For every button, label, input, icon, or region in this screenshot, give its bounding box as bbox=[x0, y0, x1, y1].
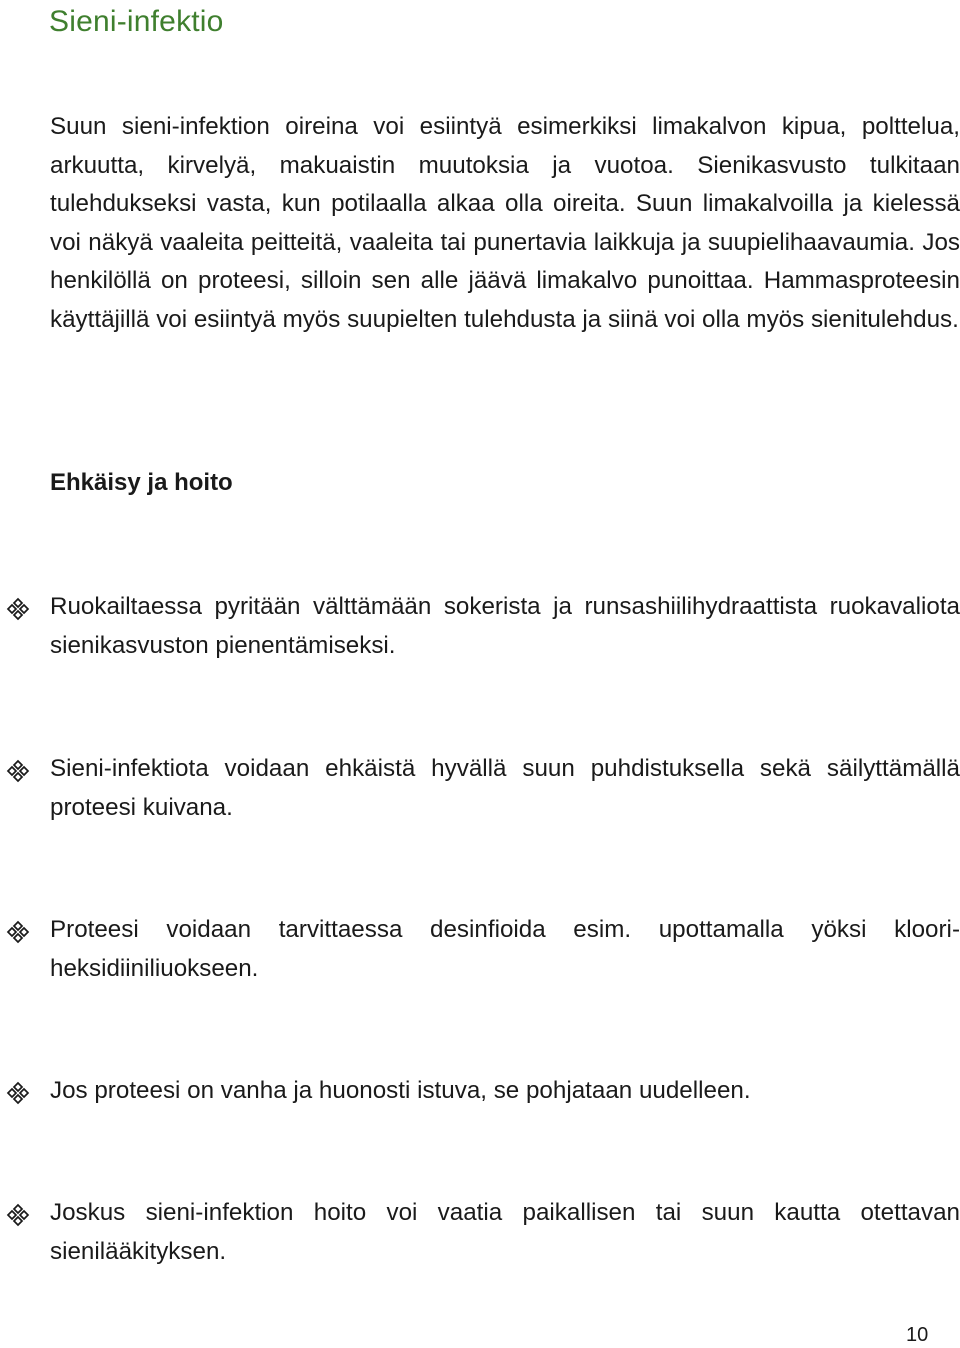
bullet-item-3 bbox=[50, 911, 960, 988]
bullet-text: Ruokailtaessa pyritään välttämään sokerista ja runsashiilihydraattista ruokavaliota sienikasvuston pienentämiseksi. bbox=[50, 593, 960, 659]
bullet-text: Proteesi voidaan tarvittaessa desinfioida esim. upottamalla yöksi klooriheksidiiniliuokseen. bbox=[50, 916, 960, 982]
page-number: 10 bbox=[906, 1324, 929, 1346]
bullet-text: Joskus sieni-infektion hoito voi vaatia paikallisen tai suun kautta otettavan sienilääkityksen. bbox=[50, 1199, 960, 1265]
bullet-item-1 bbox=[50, 588, 960, 665]
bullet-text: Jos proteesi on vanha ja huonosti istuva, se pohjataan uudelleen. bbox=[50, 1077, 751, 1104]
four-diamond-bullet-icon bbox=[6, 1081, 30, 1105]
section-heading: Ehkäisy ja hoito bbox=[50, 469, 233, 496]
intro-paragraph: Suun sieni-infektion oireina voi esiintyä esimerkiksi limakalvon kipua, polttelua, arkuutta, kirvelyä, makuaistin muutoksia ja vuotoa. Sienikasvusto tulkitaan tulehdukseksi vasta, kun potilaalla alkaa olla oireita. Suun limakalvoilla ja kielessä voi näkyä vaaleita peitteitä, vaaleita tai punertavia laikkuja ja suupielihaavaumia. Jos henkilöllä on proteesi, silloin sen alle jäävä limakalvo punoittaa. Hammasproteesin käyttäjillä voi esiintyä myös suupielten tulehdusta ja siinä voi olla myös sienitulehdus. bbox=[50, 113, 960, 333]
bullet-item-5 bbox=[50, 1194, 960, 1271]
four-diamond-bullet-icon bbox=[6, 1203, 30, 1227]
bullet-item-2 bbox=[50, 750, 960, 827]
four-diamond-bullet-icon bbox=[6, 597, 30, 621]
four-diamond-bullet-icon bbox=[6, 759, 30, 783]
bullet-item-4 bbox=[50, 1072, 960, 1111]
page-title: Sieni-infektio bbox=[49, 5, 224, 38]
four-diamond-bullet-icon bbox=[6, 920, 30, 944]
bullet-text: Sieni-infektiota voidaan ehkäistä hyvällä suun puhdistuksella sekä säilyttämällä proteesi kuivana. bbox=[50, 755, 960, 821]
